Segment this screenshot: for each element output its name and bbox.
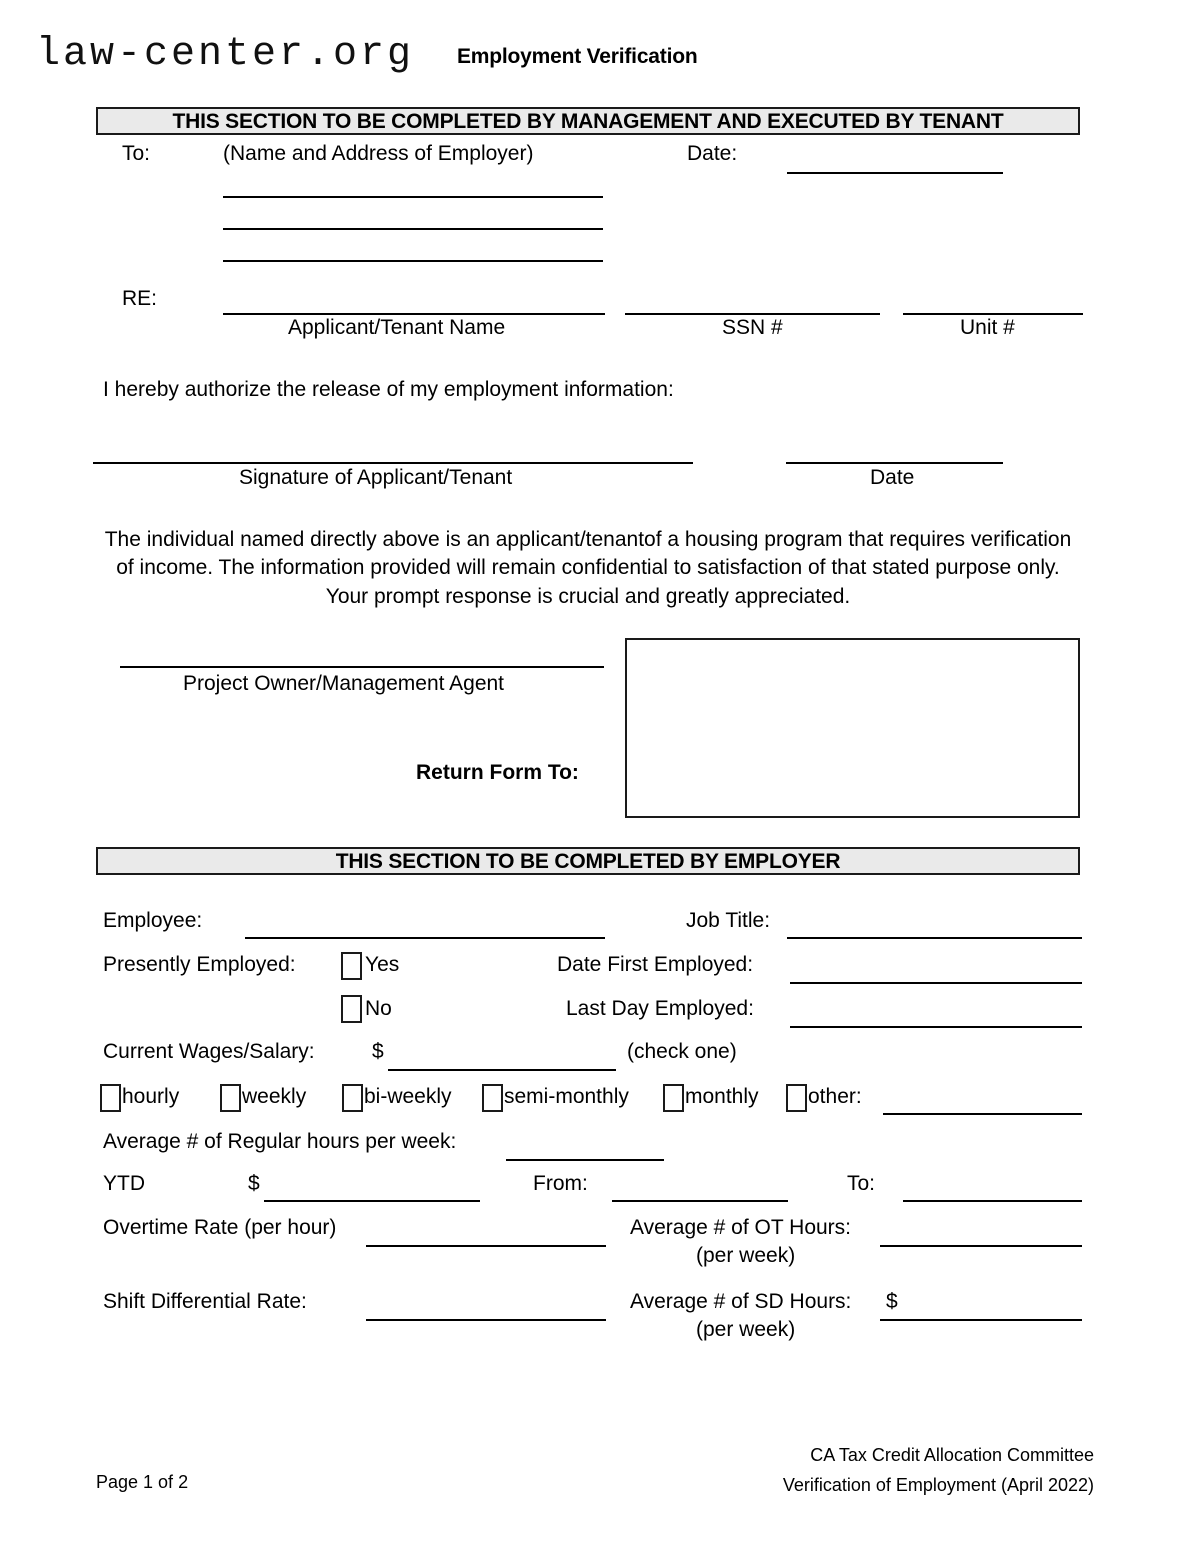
job-title-input-line[interactable] (787, 937, 1082, 939)
footer-agency-line: CA Tax Credit Allocation Committee (810, 1445, 1094, 1465)
overtime-rate-input-line[interactable] (366, 1245, 606, 1247)
unit-caption: Unit # (960, 316, 1015, 339)
ssn-input-line[interactable] (625, 313, 880, 315)
ytd-to-label: To: (847, 1172, 876, 1195)
job-title-label: Job Title: (686, 909, 771, 932)
last-day-employed-label: Last Day Employed: (566, 997, 754, 1020)
employer-address-line-1[interactable] (223, 196, 603, 198)
authorization-text: I hereby authorize the release of my employment information: (103, 378, 674, 401)
frequency-hourly-label: hourly (122, 1085, 180, 1108)
shift-differential-input-line[interactable] (366, 1319, 606, 1321)
shift-differential-per-week-hint: (per week) (696, 1318, 796, 1341)
frequency-weekly-checkbox[interactable] (220, 1084, 241, 1112)
frequency-semi-monthly-checkbox[interactable] (482, 1084, 503, 1112)
date-input-line[interactable] (787, 172, 1003, 174)
frequency-monthly-checkbox[interactable] (663, 1084, 684, 1112)
employer-address-line-2[interactable] (223, 228, 603, 230)
shift-differential-label: Shift Differential Rate: (103, 1290, 307, 1313)
last-day-employed-input-line[interactable] (790, 1026, 1082, 1028)
frequency-other-input-line[interactable] (883, 1113, 1082, 1115)
project-owner-input-line[interactable] (120, 666, 604, 668)
section-header-employer: THIS SECTION TO BE COMPLETED BY EMPLOYER (96, 847, 1080, 875)
overtime-rate-label: Overtime Rate (per hour) (103, 1216, 337, 1239)
return-form-to-label: Return Form To: (416, 761, 579, 784)
date-first-employed-input-line[interactable] (790, 982, 1082, 984)
return-address-box[interactable] (625, 638, 1080, 818)
presently-employed-label: Presently Employed: (103, 953, 296, 976)
disclosure-paragraph: The individual named directly above is an applicant/tenantof a housing program that requires verification of income. The information provided will remain confidential to satisfaction of that stated purpose only. Your prompt response is crucial and greatly appreciated. (104, 528, 1072, 608)
unit-input-line[interactable] (903, 313, 1083, 315)
employee-input-line[interactable] (245, 937, 605, 939)
applicant-name-caption: Applicant/Tenant Name (288, 316, 506, 339)
applicant-signature-input-line[interactable] (93, 462, 693, 464)
date-label: Date: (687, 142, 738, 165)
ytd-from-label: From: (533, 1172, 588, 1195)
frequency-hourly-checkbox[interactable] (100, 1084, 121, 1112)
frequency-monthly-label: monthly (685, 1085, 759, 1108)
current-wages-input-line[interactable] (388, 1069, 616, 1071)
current-wages-dollar-sign: $ (372, 1040, 384, 1063)
frequency-bi-weekly-label: bi-weekly (364, 1085, 452, 1108)
project-owner-caption: Project Owner/Management Agent (183, 672, 505, 695)
frequency-semi-monthly-label: semi-monthly (504, 1085, 629, 1108)
frequency-bi-weekly-checkbox[interactable] (342, 1084, 363, 1112)
presently-employed-no-label: No (365, 997, 392, 1020)
signature-date-caption: Date (870, 466, 915, 489)
avg-regular-hours-input-line[interactable] (506, 1159, 664, 1161)
employer-name-address-hint: (Name and Address of Employer) (223, 142, 534, 165)
employee-label: Employee: (103, 909, 203, 932)
date-first-employed-label: Date First Employed: (557, 953, 754, 976)
ytd-dollar-sign: $ (248, 1172, 260, 1195)
ytd-from-input-line[interactable] (612, 1200, 788, 1202)
ytd-input-line[interactable] (264, 1200, 480, 1202)
presently-employed-yes-checkbox[interactable] (341, 952, 362, 980)
signature-caption: Signature of Applicant/Tenant (239, 466, 513, 489)
avg-sd-hours-dollar-sign: $ (886, 1290, 898, 1313)
current-wages-label: Current Wages/Salary: (103, 1040, 315, 1063)
check-one-hint: (check one) (627, 1040, 737, 1063)
presently-employed-no-checkbox[interactable] (341, 995, 362, 1023)
employer-address-line-3[interactable] (223, 260, 603, 262)
presently-employed-yes-label: Yes (365, 953, 400, 976)
ytd-to-input-line[interactable] (903, 1200, 1082, 1202)
re-label: RE: (122, 287, 158, 310)
frequency-weekly-label: weekly (242, 1085, 307, 1108)
section-header-management: THIS SECTION TO BE COMPLETED BY MANAGEMENT AND EXECUTED BY TENANT (96, 107, 1080, 135)
avg-sd-hours-label: Average # of SD Hours: (630, 1290, 852, 1313)
to-label: To: (122, 142, 151, 165)
avg-sd-hours-input-line[interactable] (880, 1319, 1082, 1321)
avg-ot-hours-input-line[interactable] (880, 1245, 1082, 1247)
frequency-other-label: other: (808, 1085, 862, 1108)
signature-date-input-line[interactable] (786, 462, 1003, 464)
frequency-other-checkbox[interactable] (786, 1084, 807, 1112)
footer-form-line: Verification of Employment (April 2022) (782, 1475, 1094, 1495)
page-number: Page 1 of 2 (96, 1472, 189, 1492)
site-logo: law-center.org (36, 32, 415, 77)
ssn-caption: SSN # (722, 316, 783, 339)
overtime-per-week-hint: (per week) (696, 1244, 796, 1267)
avg-ot-hours-label: Average # of OT Hours: (630, 1216, 852, 1239)
applicant-name-input-line[interactable] (223, 313, 605, 315)
ytd-label: YTD (103, 1172, 145, 1195)
document-title: Employment Verification (457, 45, 698, 68)
avg-regular-hours-label: Average # of Regular hours per week: (103, 1130, 457, 1153)
